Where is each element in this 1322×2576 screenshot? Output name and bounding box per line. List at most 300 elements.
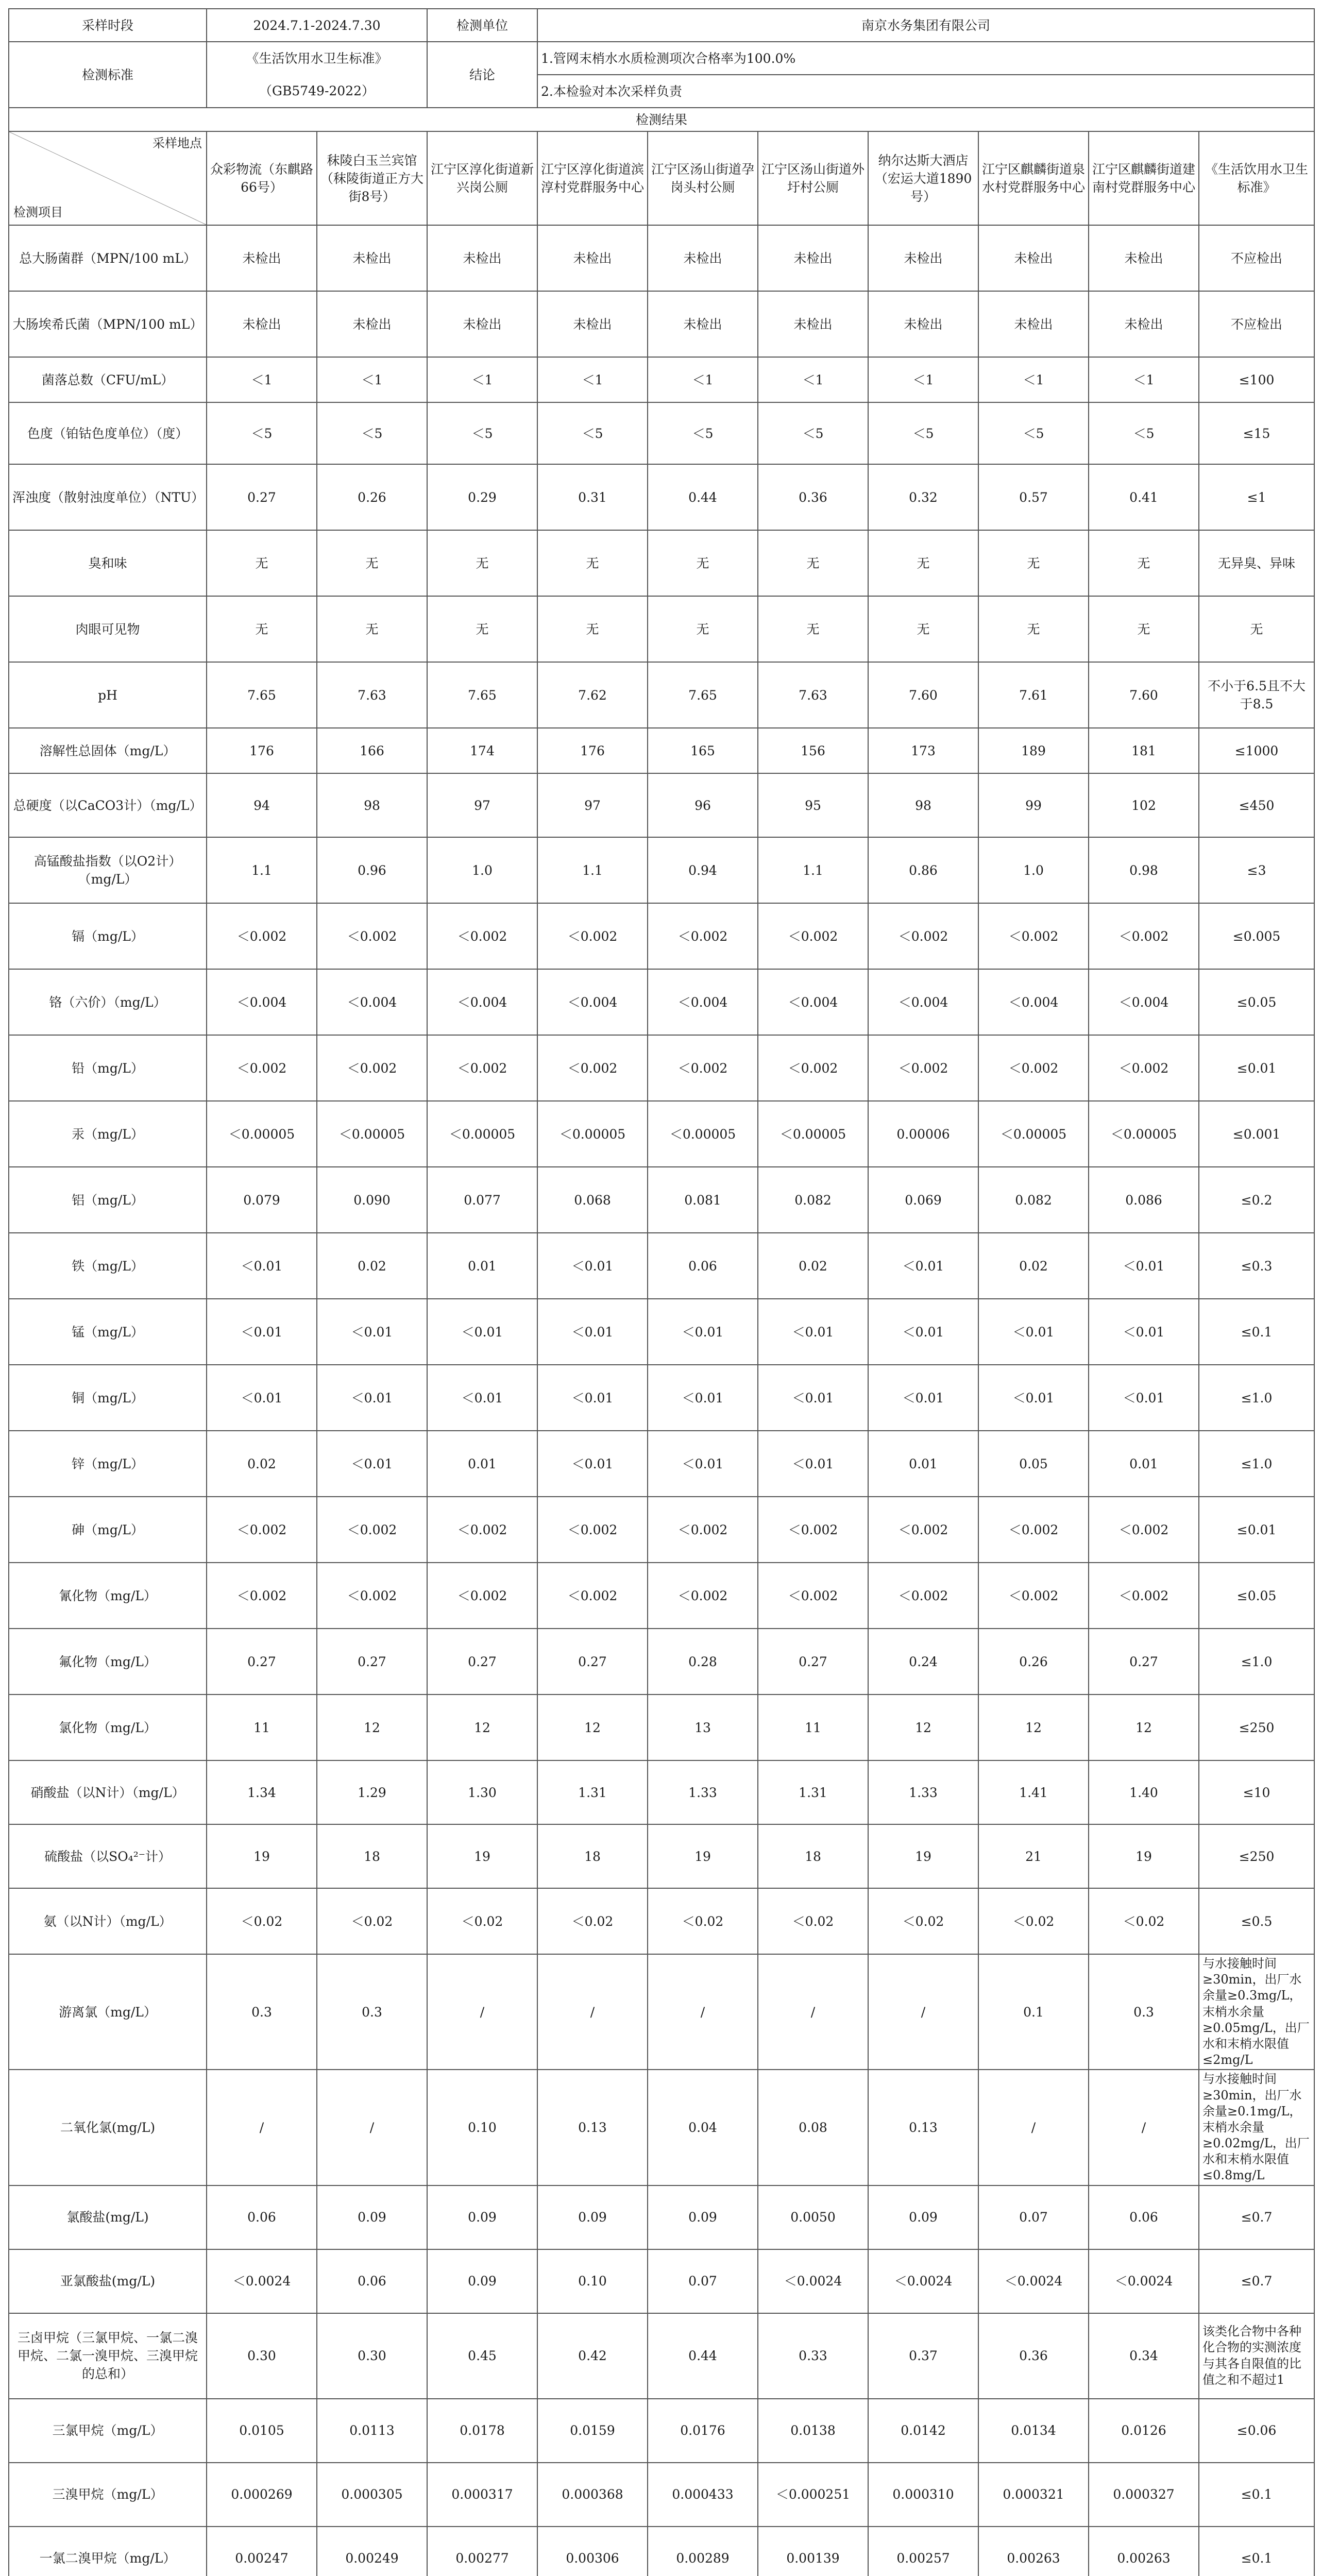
result-cell: 0.01 <box>427 1431 537 1497</box>
result-cell: 95 <box>758 773 868 837</box>
result-cell: 11 <box>207 1694 317 1760</box>
table-row <box>9 402 1314 464</box>
result-cell: / <box>978 2070 1089 2185</box>
result-cell: 0.01 <box>427 1233 537 1299</box>
result-cell: 1.0 <box>427 837 537 903</box>
result-cell: 0.30 <box>317 2313 427 2399</box>
result-cell: 176 <box>537 728 648 773</box>
result-cell: ＜0.002 <box>978 1497 1089 1563</box>
standard-limit-cell: ≤1000 <box>1199 728 1314 773</box>
table-row <box>9 903 1314 969</box>
result-cell: ＜0.002 <box>427 1035 537 1101</box>
conclusion-label: 结论 <box>427 42 537 108</box>
result-cell: ＜0.002 <box>758 903 868 969</box>
result-cell: 0.42 <box>537 2313 648 2399</box>
standard-limit-cell: ≤0.2 <box>1199 1167 1314 1233</box>
result-cell: 未检出 <box>207 225 317 291</box>
result-cell: ＜1 <box>868 357 978 402</box>
test-item-label: 色度（铂钴色度单位）（度） <box>9 402 207 464</box>
result-cell: ＜0.01 <box>1089 1233 1199 1299</box>
result-cell: ＜0.00005 <box>978 1101 1089 1167</box>
result-cell: ＜0.000251 <box>758 2463 868 2527</box>
standard-limit-cell: ≤0.7 <box>1199 2185 1314 2249</box>
standard-limit-cell: ≤0.1 <box>1199 2527 1314 2576</box>
result-cell: ＜0.01 <box>427 1299 537 1365</box>
result-cell: ＜0.01 <box>758 1299 868 1365</box>
test-item-label: 铜（mg/L） <box>9 1365 207 1431</box>
result-cell: 0.0113 <box>317 2399 427 2463</box>
standard-limit-cell: ≤0.3 <box>1199 1233 1314 1299</box>
result-cell: 7.65 <box>427 662 537 728</box>
result-cell: 0.0105 <box>207 2399 317 2463</box>
result-cell: 0.00263 <box>1089 2527 1199 2576</box>
table-row <box>9 1365 1314 1431</box>
result-cell: 21 <box>978 1824 1089 1888</box>
result-cell: 无 <box>648 596 758 662</box>
result-cell: 7.60 <box>868 662 978 728</box>
result-cell: ＜0.002 <box>1089 1035 1199 1101</box>
result-cell: 0.06 <box>317 2249 427 2313</box>
site-header-9: 江宁区麒麟街道建南村党群服务中心 <box>1089 131 1199 225</box>
standard-limit-cell: ≤0.1 <box>1199 2463 1314 2527</box>
result-cell: 0.06 <box>207 2185 317 2249</box>
result-cell: 0.081 <box>648 1167 758 1233</box>
result-cell: 0.27 <box>427 1629 537 1694</box>
standard-limit-cell: ≤3 <box>1199 837 1314 903</box>
result-cell: ＜0.01 <box>648 1431 758 1497</box>
result-cell: 0.05 <box>978 1431 1089 1497</box>
result-cell: 0.13 <box>537 2070 648 2185</box>
standard-limit-cell: 与水接触时间≥30min，出厂水余量≥0.3mg/L，末梢水余量≥0.05mg/L，出厂水和末梢水限值≤2mg/L <box>1199 1954 1314 2070</box>
site-header-2: 秣陵白玉兰宾馆（秣陵街道正方大街8号） <box>317 131 427 225</box>
result-cell: 0.1 <box>978 1954 1089 2070</box>
result-cell: 0.86 <box>868 837 978 903</box>
result-cell: 0.0050 <box>758 2185 868 2249</box>
standard-limit-cell: 不小于6.5且不大于8.5 <box>1199 662 1314 728</box>
standard-limit-cell: ≤0.05 <box>1199 969 1314 1035</box>
result-cell: 0.45 <box>427 2313 537 2399</box>
results-title: 检测结果 <box>9 108 1314 131</box>
result-cell: ＜0.004 <box>648 969 758 1035</box>
result-cell: 0.0138 <box>758 2399 868 2463</box>
result-cell: 12 <box>317 1694 427 1760</box>
result-cell: 0.32 <box>868 464 978 530</box>
test-item-label: 硫酸盐（以SO₄²⁻计） <box>9 1824 207 1888</box>
test-item-label: 氟化物（mg/L） <box>9 1629 207 1694</box>
result-cell: ＜1 <box>758 357 868 402</box>
table-row <box>9 837 1314 903</box>
result-cell: 0.068 <box>537 1167 648 1233</box>
result-cell: 19 <box>427 1824 537 1888</box>
result-cell: 1.31 <box>758 1760 868 1824</box>
result-cell: ＜0.01 <box>537 1431 648 1497</box>
conclusion-line1: 1.管网末梢水水质检测项次合格率为100.0% <box>537 42 1314 75</box>
test-item-label: 氰化物（mg/L） <box>9 1563 207 1629</box>
table-row <box>9 1629 1314 1694</box>
standard-limit-cell: 与水接触时间≥30min，出厂水余量≥0.1mg/L，末梢水余量≥0.02mg/L，出厂水和末梢水限值≤0.8mg/L <box>1199 2070 1314 2185</box>
standard-limit-cell: ≤0.001 <box>1199 1101 1314 1167</box>
result-cell: 0.00006 <box>868 1101 978 1167</box>
test-item-label: 一氯二溴甲烷（mg/L） <box>9 2527 207 2576</box>
result-cell: ＜0.01 <box>427 1365 537 1431</box>
site-header-6: 江宁区汤山街道外圩村公厕 <box>758 131 868 225</box>
result-cell: 0.10 <box>537 2249 648 2313</box>
result-cell: 7.65 <box>648 662 758 728</box>
test-item-label: 氨（以N计）（mg/L） <box>9 1888 207 1954</box>
result-cell: 0.27 <box>758 1629 868 1694</box>
result-cell: ＜0.002 <box>978 1035 1089 1101</box>
result-cell: 0.09 <box>868 2185 978 2249</box>
test-item-label: 汞（mg/L） <box>9 1101 207 1167</box>
result-cell: 无 <box>758 596 868 662</box>
result-cell: ＜5 <box>317 402 427 464</box>
standard-value-line2: （GB5749-2022） <box>207 75 427 108</box>
testing-unit-value: 南京水务集团有限公司 <box>537 9 1314 42</box>
result-cell: ＜0.002 <box>1089 1497 1199 1563</box>
result-cell: / <box>868 1954 978 2070</box>
table-row <box>9 2185 1314 2249</box>
result-cell: ＜0.01 <box>868 1233 978 1299</box>
sampling-period-row <box>9 9 1314 42</box>
result-cell: 1.0 <box>978 837 1089 903</box>
result-cell: ＜0.00005 <box>207 1101 317 1167</box>
result-cell: ＜0.0024 <box>758 2249 868 2313</box>
table-row <box>9 1233 1314 1299</box>
standard-limit-cell: ≤1.0 <box>1199 1431 1314 1497</box>
result-cell: ＜0.002 <box>868 1035 978 1101</box>
result-cell: 97 <box>537 773 648 837</box>
result-cell: 无 <box>537 596 648 662</box>
result-cell: 0.00306 <box>537 2527 648 2576</box>
test-item-label: 铅（mg/L） <box>9 1035 207 1101</box>
site-header-1: 众彩物流（东麒路66号） <box>207 131 317 225</box>
standard-limit-cell: ≤0.01 <box>1199 1497 1314 1563</box>
result-cell: 无 <box>427 596 537 662</box>
result-cell: 1.40 <box>1089 1760 1199 1824</box>
result-cell: 165 <box>648 728 758 773</box>
table-row <box>9 773 1314 837</box>
result-cell: 0.082 <box>758 1167 868 1233</box>
result-cell: 未检出 <box>1089 291 1199 357</box>
standard-limit-cell: 该类化合物中各种化合物的实测浓度与其各自限值的比值之和不超过1 <box>1199 2313 1314 2399</box>
result-cell: 0.02 <box>758 1233 868 1299</box>
result-cell: 无 <box>868 530 978 596</box>
table-row <box>9 464 1314 530</box>
result-cell: ＜5 <box>758 402 868 464</box>
result-cell: 0.29 <box>427 464 537 530</box>
test-item-label: 氯化物（mg/L） <box>9 1694 207 1760</box>
result-cell: 0.27 <box>207 1629 317 1694</box>
result-cell: 0.000310 <box>868 2463 978 2527</box>
corner-bottom-label: 检测项目 <box>13 205 63 220</box>
result-cell: 7.61 <box>978 662 1089 728</box>
result-cell: ＜0.004 <box>758 969 868 1035</box>
result-cell: ＜0.002 <box>758 1563 868 1629</box>
result-cell: ＜0.002 <box>978 1563 1089 1629</box>
result-cell: ＜0.002 <box>207 1497 317 1563</box>
result-cell: 181 <box>1089 728 1199 773</box>
result-cell: 未检出 <box>648 291 758 357</box>
result-cell: 1.30 <box>427 1760 537 1824</box>
result-cell: 19 <box>207 1824 317 1888</box>
test-item-label: 游离氯（mg/L） <box>9 1954 207 2070</box>
result-cell: ＜0.0024 <box>978 2249 1089 2313</box>
result-cell: 0.27 <box>207 464 317 530</box>
result-cell: ＜0.01 <box>207 1365 317 1431</box>
result-cell: 0.069 <box>868 1167 978 1233</box>
result-cell: 0.26 <box>317 464 427 530</box>
result-cell: 0.06 <box>648 1233 758 1299</box>
standard-limit-cell: ≤250 <box>1199 1824 1314 1888</box>
table-row <box>9 1760 1314 1824</box>
result-cell: 未检出 <box>317 291 427 357</box>
standard-limit-cell: 无异臭、异味 <box>1199 530 1314 596</box>
result-cell: 12 <box>868 1694 978 1760</box>
standard-limit-cell: ≤0.05 <box>1199 1563 1314 1629</box>
result-cell: 无 <box>978 596 1089 662</box>
result-cell: 19 <box>868 1824 978 1888</box>
result-cell: 0.077 <box>427 1167 537 1233</box>
result-cell: ＜0.002 <box>317 1563 427 1629</box>
result-cell: 0.09 <box>427 2185 537 2249</box>
table-row <box>9 1694 1314 1760</box>
result-cell: 0.000317 <box>427 2463 537 2527</box>
result-cell: / <box>207 2070 317 2185</box>
result-cell: ＜0.01 <box>978 1299 1089 1365</box>
result-cell: 未检出 <box>317 225 427 291</box>
result-cell: 1.41 <box>978 1760 1089 1824</box>
result-cell: 无 <box>207 596 317 662</box>
result-cell: ＜0.0024 <box>868 2249 978 2313</box>
table-row <box>9 2527 1314 2576</box>
test-item-label: 锰（mg/L） <box>9 1299 207 1365</box>
site-header-8: 江宁区麒麟街道泉水村党群服务中心 <box>978 131 1089 225</box>
result-cell: ＜0.00005 <box>758 1101 868 1167</box>
result-cell: / <box>537 1954 648 2070</box>
test-item-label: 三氯甲烷（mg/L） <box>9 2399 207 2463</box>
result-cell: 13 <box>648 1694 758 1760</box>
result-cell: 12 <box>427 1694 537 1760</box>
result-cell: ＜0.02 <box>868 1888 978 1954</box>
site-header-row <box>9 131 1314 225</box>
table-row <box>9 1299 1314 1365</box>
standard-limit-cell: ≤0.7 <box>1199 2249 1314 2313</box>
result-cell: ＜0.002 <box>427 1563 537 1629</box>
result-cell: ＜0.00005 <box>427 1101 537 1167</box>
testing-unit-label: 检测单位 <box>427 9 537 42</box>
result-cell: 7.62 <box>537 662 648 728</box>
standard-header: 《生活饮用水卫生标准》 <box>1199 131 1314 225</box>
result-cell: 0.26 <box>978 1629 1089 1694</box>
result-cell: 0.41 <box>1089 464 1199 530</box>
table-row <box>9 2313 1314 2399</box>
result-cell: ＜0.01 <box>868 1299 978 1365</box>
result-cell: 0.02 <box>317 1233 427 1299</box>
result-cell: ＜0.00005 <box>648 1101 758 1167</box>
standard-limit-cell: ≤450 <box>1199 773 1314 837</box>
result-cell: 166 <box>317 728 427 773</box>
result-cell: ＜0.01 <box>537 1233 648 1299</box>
result-cell: 7.60 <box>1089 662 1199 728</box>
result-cell: 无 <box>317 596 427 662</box>
result-cell: 94 <box>207 773 317 837</box>
result-cell: ＜1 <box>978 357 1089 402</box>
result-cell: 0.96 <box>317 837 427 903</box>
result-cell: 0.0126 <box>1089 2399 1199 2463</box>
result-cell: / <box>648 1954 758 2070</box>
site-header-3: 江宁区淳化街道新兴岗公厕 <box>427 131 537 225</box>
table-row <box>9 1167 1314 1233</box>
result-cell: 未检出 <box>868 291 978 357</box>
result-cell: ＜0.004 <box>317 969 427 1035</box>
result-cell: ＜0.02 <box>207 1888 317 1954</box>
result-cell: 0.000433 <box>648 2463 758 2527</box>
result-cell: 无 <box>1089 530 1199 596</box>
table-row <box>9 728 1314 773</box>
result-cell: ＜0.01 <box>207 1233 317 1299</box>
result-cell: 0.31 <box>537 464 648 530</box>
standard-limit-cell: 不应检出 <box>1199 225 1314 291</box>
result-cell: 0.02 <box>207 1431 317 1497</box>
corner-cell <box>9 131 207 225</box>
site-header-5: 江宁区汤山街道孕岗头村公厕 <box>648 131 758 225</box>
test-item-label: 臭和味 <box>9 530 207 596</box>
table-row <box>9 225 1314 291</box>
result-cell: 未检出 <box>537 291 648 357</box>
result-cell: ＜0.002 <box>1089 1563 1199 1629</box>
result-cell: 0.00277 <box>427 2527 537 2576</box>
table-row <box>9 2249 1314 2313</box>
result-cell: 0.30 <box>207 2313 317 2399</box>
result-cell: ＜0.002 <box>537 1497 648 1563</box>
standard-limit-cell: ≤1 <box>1199 464 1314 530</box>
result-cell: 0.44 <box>648 2313 758 2399</box>
result-cell: ＜0.002 <box>537 1035 648 1101</box>
result-cell: 102 <box>1089 773 1199 837</box>
result-cell: 1.31 <box>537 1760 648 1824</box>
test-item-label: 砷（mg/L） <box>9 1497 207 1563</box>
result-cell: ＜0.02 <box>427 1888 537 1954</box>
result-cell: ＜0.01 <box>317 1431 427 1497</box>
test-item-label: 大肠埃希氏菌（MPN/100 mL） <box>9 291 207 357</box>
result-cell: ＜0.02 <box>648 1888 758 1954</box>
result-cell: 0.36 <box>758 464 868 530</box>
table-row <box>9 2399 1314 2463</box>
result-cell: 0.000305 <box>317 2463 427 2527</box>
result-cell: 无 <box>427 530 537 596</box>
result-cell: 173 <box>868 728 978 773</box>
result-cell: ＜0.002 <box>537 1563 648 1629</box>
result-cell: ＜0.02 <box>758 1888 868 1954</box>
result-cell: 0.13 <box>868 2070 978 2185</box>
sampling-period-value: 2024.7.1-2024.7.30 <box>207 9 427 42</box>
result-cell: 未检出 <box>758 291 868 357</box>
result-cell: 0.0159 <box>537 2399 648 2463</box>
standard-limit-cell: ≤0.5 <box>1199 1888 1314 1954</box>
result-cell: ＜0.01 <box>1089 1299 1199 1365</box>
result-cell: 0.06 <box>1089 2185 1199 2249</box>
result-cell: ＜5 <box>207 402 317 464</box>
result-cell: ＜5 <box>1089 402 1199 464</box>
result-cell: 0.0176 <box>648 2399 758 2463</box>
result-cell: ＜0.002 <box>978 903 1089 969</box>
standard-limit-cell: 不应检出 <box>1199 291 1314 357</box>
test-item-label: 总大肠菌群（MPN/100 mL） <box>9 225 207 291</box>
site-header-7: 纳尔达斯大酒店（宏运大道1890号） <box>868 131 978 225</box>
result-cell: ＜0.01 <box>207 1299 317 1365</box>
result-cell: 0.079 <box>207 1167 317 1233</box>
result-cell: 无 <box>868 596 978 662</box>
result-cell: 无 <box>537 530 648 596</box>
result-cell: 0.07 <box>978 2185 1089 2249</box>
standard-limit-cell: ≤0.005 <box>1199 903 1314 969</box>
table-row <box>9 1563 1314 1629</box>
result-cell: ＜0.002 <box>317 1035 427 1101</box>
result-cell: ＜0.002 <box>207 1563 317 1629</box>
result-cell: 7.65 <box>207 662 317 728</box>
result-cell: 0.07 <box>648 2249 758 2313</box>
corner-top-label: 采样地点 <box>152 136 202 150</box>
result-cell: ＜0.01 <box>868 1365 978 1431</box>
result-cell: ＜0.01 <box>978 1365 1089 1431</box>
result-cell: ＜0.002 <box>1089 903 1199 969</box>
result-cell: 0.04 <box>648 2070 758 2185</box>
result-cell: 无 <box>978 530 1089 596</box>
standard-limit-cell: 无 <box>1199 596 1314 662</box>
test-item-label: 亚氯酸盐(mg/L) <box>9 2249 207 2313</box>
result-cell: ＜0.002 <box>868 1563 978 1629</box>
result-cell: ＜0.01 <box>1089 1365 1199 1431</box>
result-cell: 0.0134 <box>978 2399 1089 2463</box>
result-cell: ＜0.002 <box>207 1035 317 1101</box>
result-cell: ＜0.002 <box>868 903 978 969</box>
result-cell: 0.02 <box>978 1233 1089 1299</box>
result-cell: 99 <box>978 773 1089 837</box>
test-item-label: 硝酸盐（以N计）（mg/L） <box>9 1760 207 1824</box>
result-cell: 无 <box>648 530 758 596</box>
result-cell: 0.00257 <box>868 2527 978 2576</box>
result-cell: 未检出 <box>207 291 317 357</box>
result-cell: 0.000269 <box>207 2463 317 2527</box>
result-cell: 12 <box>978 1694 1089 1760</box>
table-row <box>9 530 1314 596</box>
test-item-label: 镉（mg/L） <box>9 903 207 969</box>
result-cell: 未检出 <box>537 225 648 291</box>
result-cell: ＜0.004 <box>868 969 978 1035</box>
result-cell: ＜5 <box>978 402 1089 464</box>
result-cell: 无 <box>207 530 317 596</box>
result-cell: ＜0.002 <box>648 1563 758 1629</box>
result-cell: ＜0.0024 <box>1089 2249 1199 2313</box>
standard-value-line1: 《生活饮用水卫生标准》 <box>207 42 427 75</box>
result-cell: 189 <box>978 728 1089 773</box>
test-item-label: 锌（mg/L） <box>9 1431 207 1497</box>
result-cell: 未检出 <box>758 225 868 291</box>
result-cell: 0.08 <box>758 2070 868 2185</box>
result-cell: 11 <box>758 1694 868 1760</box>
result-cell: 0.36 <box>978 2313 1089 2399</box>
result-cell: 无 <box>1089 596 1199 662</box>
test-item-label: 高锰酸盐指数（以O2计）（mg/L） <box>9 837 207 903</box>
table-row <box>9 969 1314 1035</box>
result-cell: ＜0.002 <box>648 1497 758 1563</box>
test-item-label: pH <box>9 662 207 728</box>
table-row <box>9 1035 1314 1101</box>
test-item-label: 二氧化氯(mg/L) <box>9 2070 207 2185</box>
result-cell: / <box>758 1954 868 2070</box>
result-cell: 0.000368 <box>537 2463 648 2527</box>
result-cell: ＜0.01 <box>537 1365 648 1431</box>
